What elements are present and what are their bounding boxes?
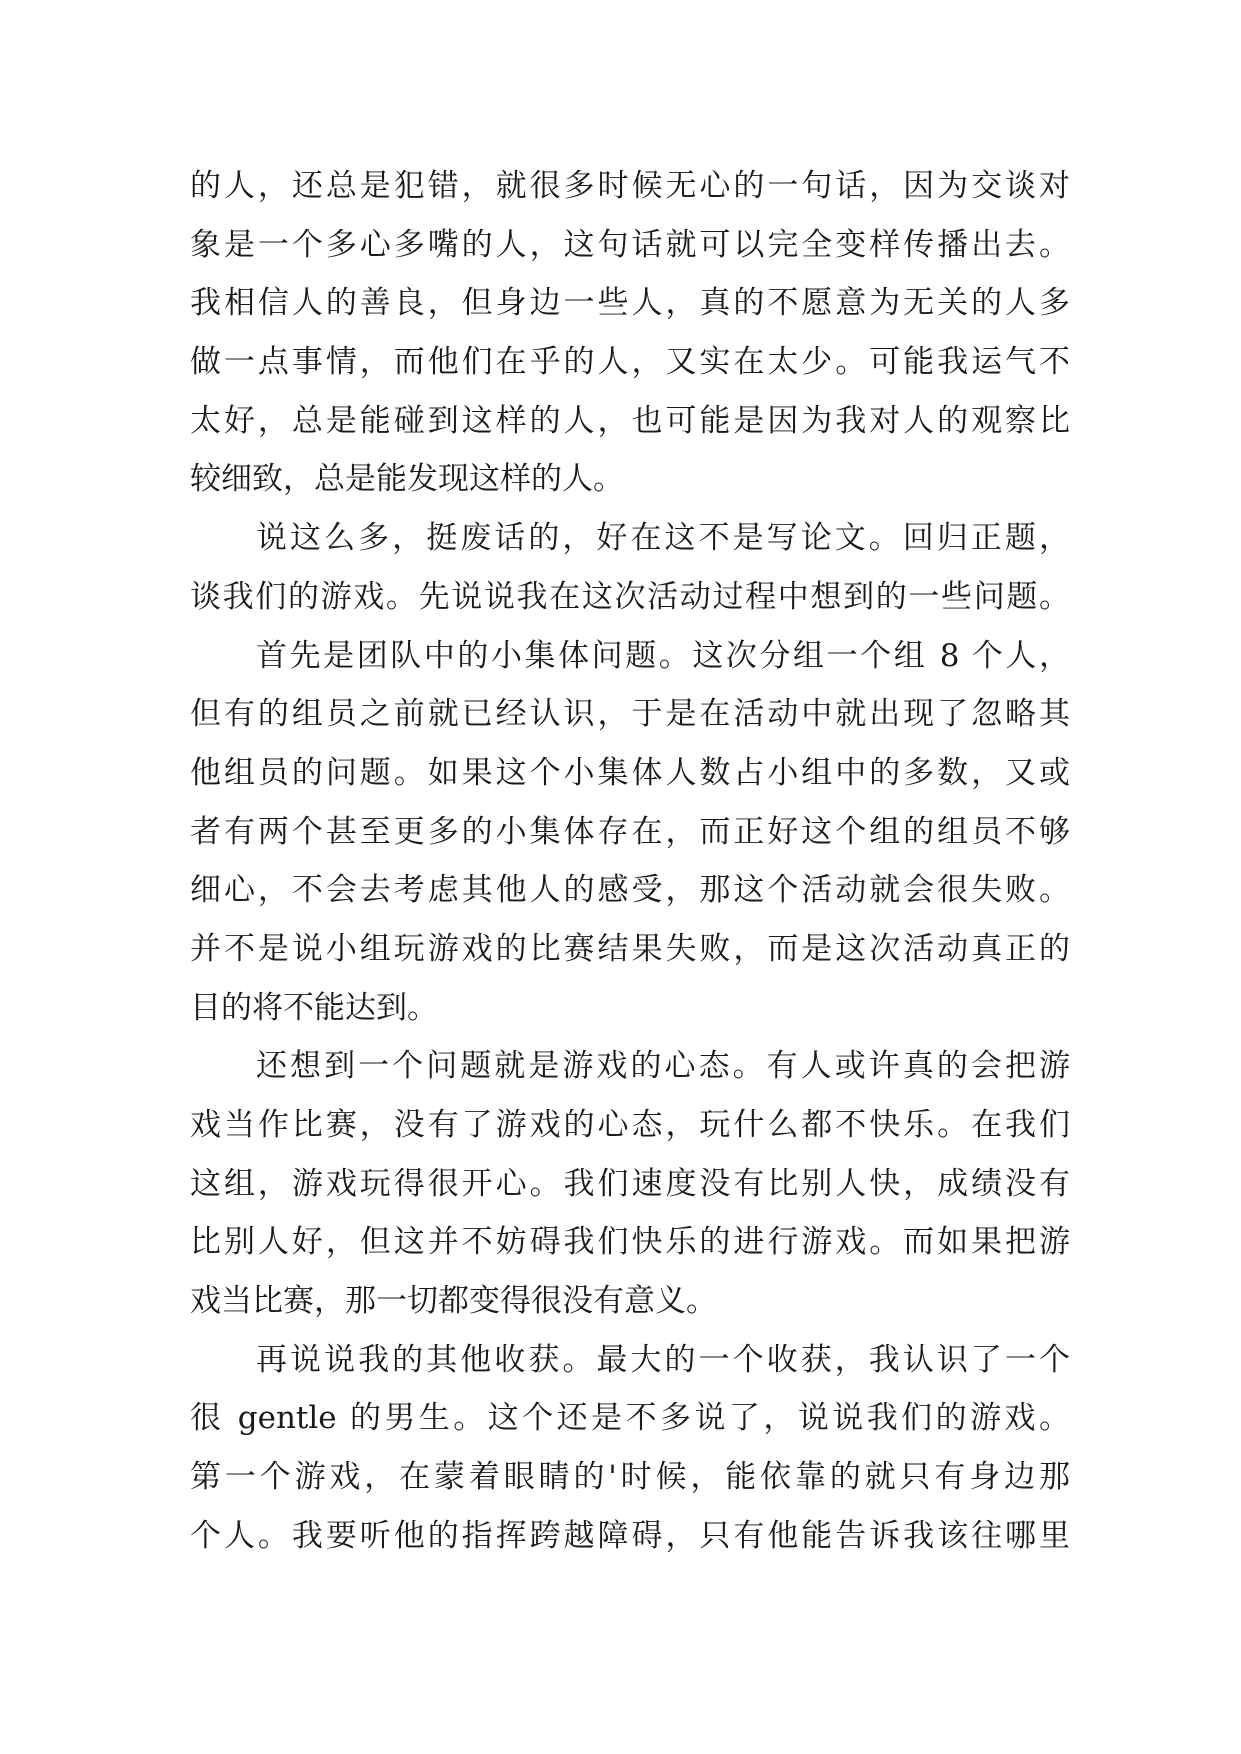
text-line: 第一个游戏，在蒙着眼睛的'时候，能依靠的就只有身边那 — [190, 1459, 1070, 1496]
paragraph — [190, 157, 1070, 509]
text-line: 他组员的问题。如果这个小集体人数占小组中的多数，又或 — [190, 754, 1070, 791]
text-line: 象是一个多心多嘴的人，这句话就可以完全变样传播出去。 — [190, 226, 1070, 263]
paragraph — [190, 1037, 1070, 1330]
text-line: 我相信人的善良，但身边一些人，真的不愿意为无关的人多 — [190, 285, 1070, 322]
text-line: 较细致，总是能发现这样的人。 — [190, 461, 624, 498]
text-line: 但有的组员之前就已经认识，于是在活动中就出现了忽略其 — [190, 696, 1070, 733]
text-line: 者有两个甚至更多的小集体存在，而正好这个组的组员不够 — [190, 813, 1070, 850]
text-line: 目的将不能达到。 — [190, 989, 438, 1026]
text-line: 再说说我的其他收获。最大的一个收获，我认识了一个 — [256, 1341, 1070, 1378]
paragraph — [190, 627, 1070, 1038]
text-line: 比别人好，但这并不妨碍我们快乐的进行游戏。而如果把游 — [190, 1224, 1070, 1261]
text-line: 很 gentle 的男生。这个还是不多说了，说说我们的游戏。 — [190, 1400, 1070, 1437]
paragraph — [190, 509, 1070, 626]
text-line: 并不是说小组玩游戏的比赛结果失败，而是这次活动真正的 — [190, 930, 1070, 967]
text-line: 戏当比赛，那一切都变得很没有意义。 — [190, 1283, 717, 1320]
text-line: 说这么多，挺废话的，好在这不是写论文。回归正题， — [256, 520, 1070, 557]
text-line: 个人。我要听他的指挥跨越障碍，只有他能告诉我该往哪里 — [190, 1517, 1070, 1554]
text-line: 首先是团队中的小集体问题。这次分组一个组 8 个人， — [256, 637, 1070, 674]
text-line: 还想到一个问题就是游戏的心态。有人或许真的会把游 — [256, 1048, 1070, 1085]
body-text — [190, 157, 1070, 1566]
text-line: 谈我们的游戏。先说说我在这次活动过程中想到的一些问题。 — [190, 578, 1070, 615]
text-line: 这组，游戏玩得很开心。我们速度没有比别人快，成绩没有 — [190, 1165, 1070, 1202]
text-line: 做一点事情，而他们在乎的人，又实在太少。可能我运气不 — [190, 344, 1070, 381]
paragraph — [190, 1331, 1070, 1566]
text-line: 太好，总是能碰到这样的人，也可能是因为我对人的观察比 — [190, 402, 1070, 439]
text-line: 的人，还总是犯错，就很多时候无心的一句话，因为交谈对 — [190, 168, 1070, 204]
text-line: 细心，不会去考虑其他人的感受，那这个活动就会很失败。 — [190, 872, 1070, 909]
text-line: 戏当作比赛，没有了游戏的心态，玩什么都不快乐。在我们 — [190, 1107, 1070, 1143]
